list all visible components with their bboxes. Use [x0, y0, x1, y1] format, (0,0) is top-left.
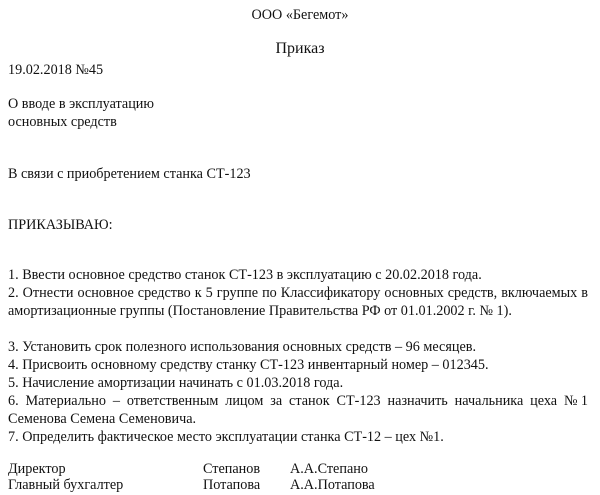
- subject-line-1: О вводе в эксплуатацию: [8, 96, 154, 112]
- page-title: Приказ: [275, 40, 325, 57]
- order-item-6: 6. Материально – ответственным лицом за станок СТ-123 назначить начальника цеха №1 Семенова Семена Семеновича.: [8, 393, 588, 427]
- signer-name: А.А.Степано: [290, 461, 368, 477]
- order-item-5: 5. Начисление амортизации начинать с 01.03.2018 года.: [8, 375, 344, 391]
- order-item-1: 1. Ввести основное средство станок СТ-123 в эксплуатацию с 20.02.2018 года.: [8, 267, 482, 283]
- basis-text: В связи с приобретением станка СТ-123: [8, 166, 251, 182]
- subject-line-2: основных средств: [8, 114, 117, 130]
- order-item-2: 2. Отнести основное средство к 5 группе по Классификатору основных средств, включаемых в амортизационные группы (Постановление Правительства РФ от 01.01.2002 г. № 1).: [8, 285, 588, 319]
- signer-name: А.А.Потапова: [290, 477, 375, 493]
- order-item-4: 4. Присвоить основному средству станку СТ-123 инвентарный номер – 012345.: [8, 357, 489, 373]
- signer-signature: Степанов: [203, 461, 261, 477]
- order-word: ПРИКАЗЫВАЮ:: [8, 217, 113, 233]
- order-item-3: 3. Установить срок полезного использования основных средств – 96 месяцев.: [8, 339, 476, 355]
- signer-signature: Потапова: [203, 477, 261, 493]
- organization-name: ООО «Бегемот»: [251, 7, 349, 23]
- order-item-7: 7. Определить фактическое место эксплуатации станка СТ-12 – цех №1.: [8, 429, 444, 445]
- signer-position: Директор: [8, 461, 66, 477]
- signer-position: Главный бухгалтер: [8, 477, 124, 493]
- date-number: 19.02.2018 №45: [8, 62, 104, 78]
